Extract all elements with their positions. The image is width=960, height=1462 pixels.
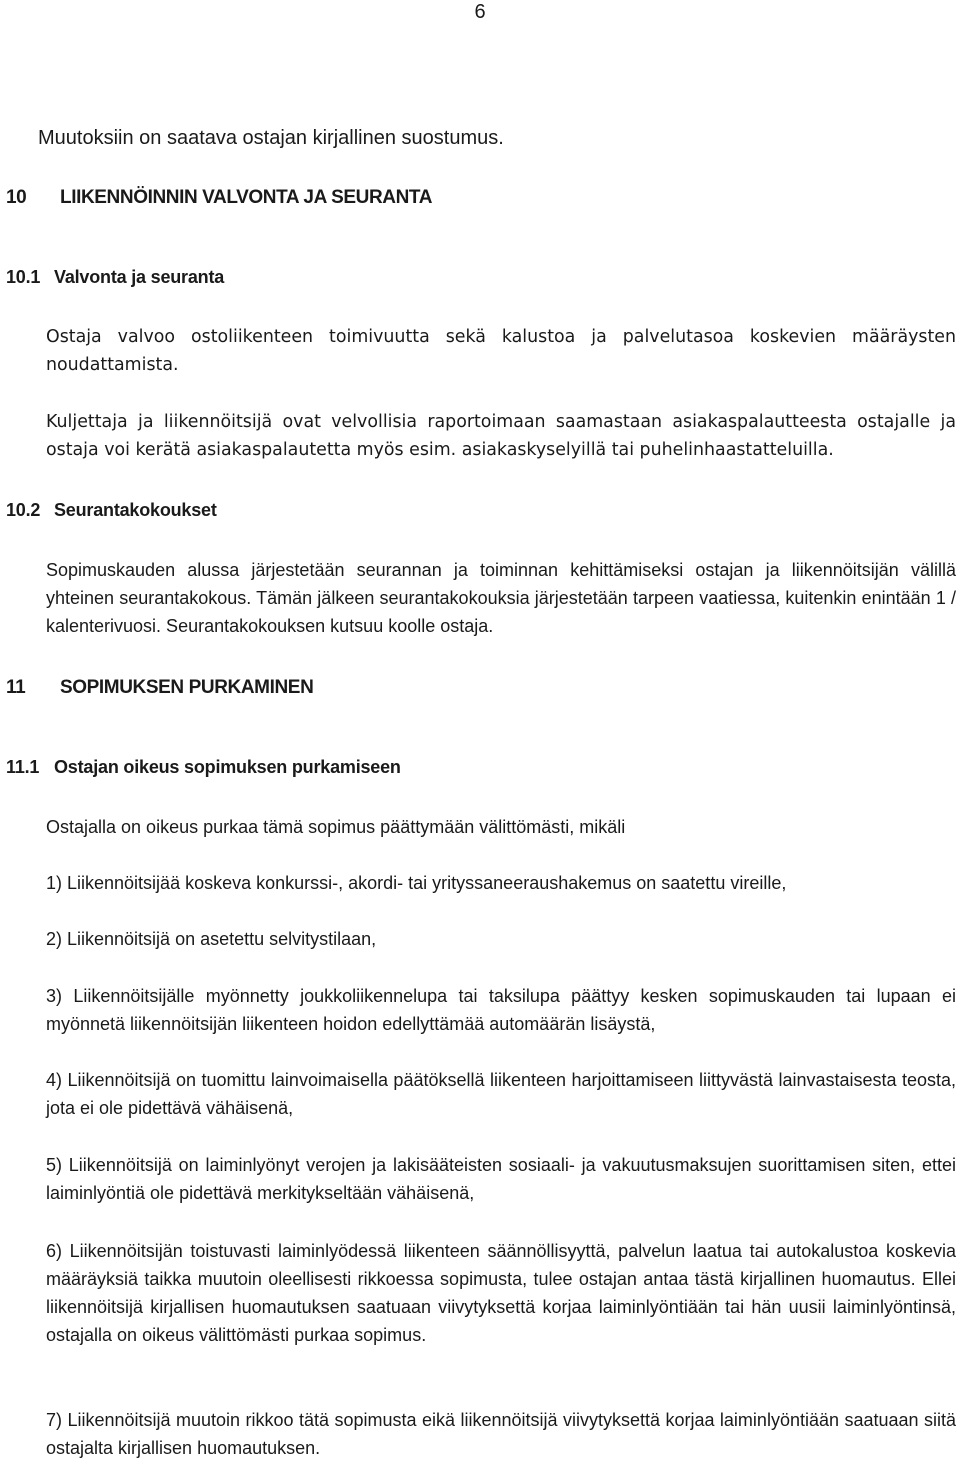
list-item: 5) Liikennöitsijä on laiminlyönyt verojen ja lakisääteisten sosiaali- ja vakuutusmaksujen suorittamisen siten, ettei laiminlyöntiä ole pidettävä merkitykseltään vähäisenä,	[46, 1155, 956, 1203]
section-10-number: 10	[6, 187, 27, 208]
section-10-title: LIIKENNÖINNIN VALVONTA JA SEURANTA	[60, 187, 433, 208]
list-item: 7) Liikennöitsijä muutoin rikkoo tätä sopimusta eikä liikennöitsijä viivytyksettä korjaa laiminlyöntiään saatuaan siitä ostajalta kirjallisen huomautuksen.	[46, 1410, 956, 1458]
section-10-heading	[6, 185, 432, 211]
section-10-1-number: 10.1	[6, 267, 41, 287]
list-item: 1) Liikennöitsijää koskeva konkurssi-, akordi- tai yrityssaneeraushakemus on saatettu vireille,	[46, 873, 787, 893]
section-10-1-title: Valvonta ja seuranta	[54, 267, 225, 287]
page-number: 6	[474, 1, 486, 23]
section-10-1-paragraph-2: Kuljettaja ja liikennöitsijä ovat velvollisia raportoimaan saamastaan asiakaspalautteesta ostajalle ja ostaja voi kerätä asiakaspalautetta myös esim. asiakaskyselyillä tai puhelinhaastatteluilla.	[46, 412, 956, 460]
list-item: 4) Liikennöitsijä on tuomittu lainvoimaisella päätöksellä liikenteen harjoittamiseen liittyvästä lainvastaisesta teosta, jota ei ole pidettävä vähäisenä,	[46, 1070, 956, 1118]
section-11-1-lead: Ostajalla on oikeus purkaa tämä sopimus päättymään välittömästi, mikäli	[46, 817, 626, 837]
section-10-1-paragraph-1: Ostaja valvoo ostoliikenteen toimivuutta sekä kalustoa ja palvelutasoa koskevien määräysten noudattamista.	[46, 327, 956, 375]
intro-text: Muutoksiin on saatava ostajan kirjallinen suostumus.	[38, 127, 504, 149]
section-10-2-paragraph-1: Sopimuskauden alussa järjestetään seurannan ja toiminnan kehittämiseksi ostajan ja liikennöitsijän välillä yhteinen seurantakokous. Tämän jälkeen seurantakokouksia järjestetään tarpeen vaatiessa, kuitenkin enintään 1 / kalenterivuosi. Seurantakokouksen kutsuu koolle ostaja.	[46, 560, 956, 636]
section-11-number: 11	[6, 677, 26, 698]
section-10-2-title: Seurantakokoukset	[54, 500, 217, 520]
section-11-1-number: 11.1	[6, 757, 40, 777]
list-item: 2) Liikennöitsijä on asetettu selvitystilaan,	[46, 929, 377, 949]
section-11-title: SOPIMUKSEN PURKAMINEN	[60, 677, 314, 698]
list-item: 3) Liikennöitsijälle myönnetty joukkoliikennelupa tai taksilupa päättyy kesken sopimuskauden tai lupaan ei myönnetä liikennöitsijän liikenteen hoidon edellyttämää automäärän lisäystä,	[46, 986, 956, 1034]
section-11-1-heading	[6, 754, 401, 780]
section-10-1-heading	[6, 264, 224, 290]
list-item: 6) Liikennöitsijän toistuvasti laiminlyödessä liikenteen säännöllisyyttä, palvelun laatua tai autokalustoa koskevia määräyksiä taikka muutoin oleellisesti rikkoessa sopimusta, tulee ostajan antaa tästä kirjallinen huomautus. Ellei liikennöitsijä kirjallisen huomautuksen saatuaan viivytyksettä korjaa laiminlyöntiään tai hän uusii laiminlyöntinsä, ostajalla on oikeus välittömästi purkaa sopimus.	[46, 1241, 956, 1345]
section-10-2-heading	[6, 497, 217, 523]
section-11-1-title: Ostajan oikeus sopimuksen purkamiseen	[54, 757, 401, 777]
section-10-2-number: 10.2	[6, 500, 41, 520]
section-11-heading	[6, 675, 313, 701]
